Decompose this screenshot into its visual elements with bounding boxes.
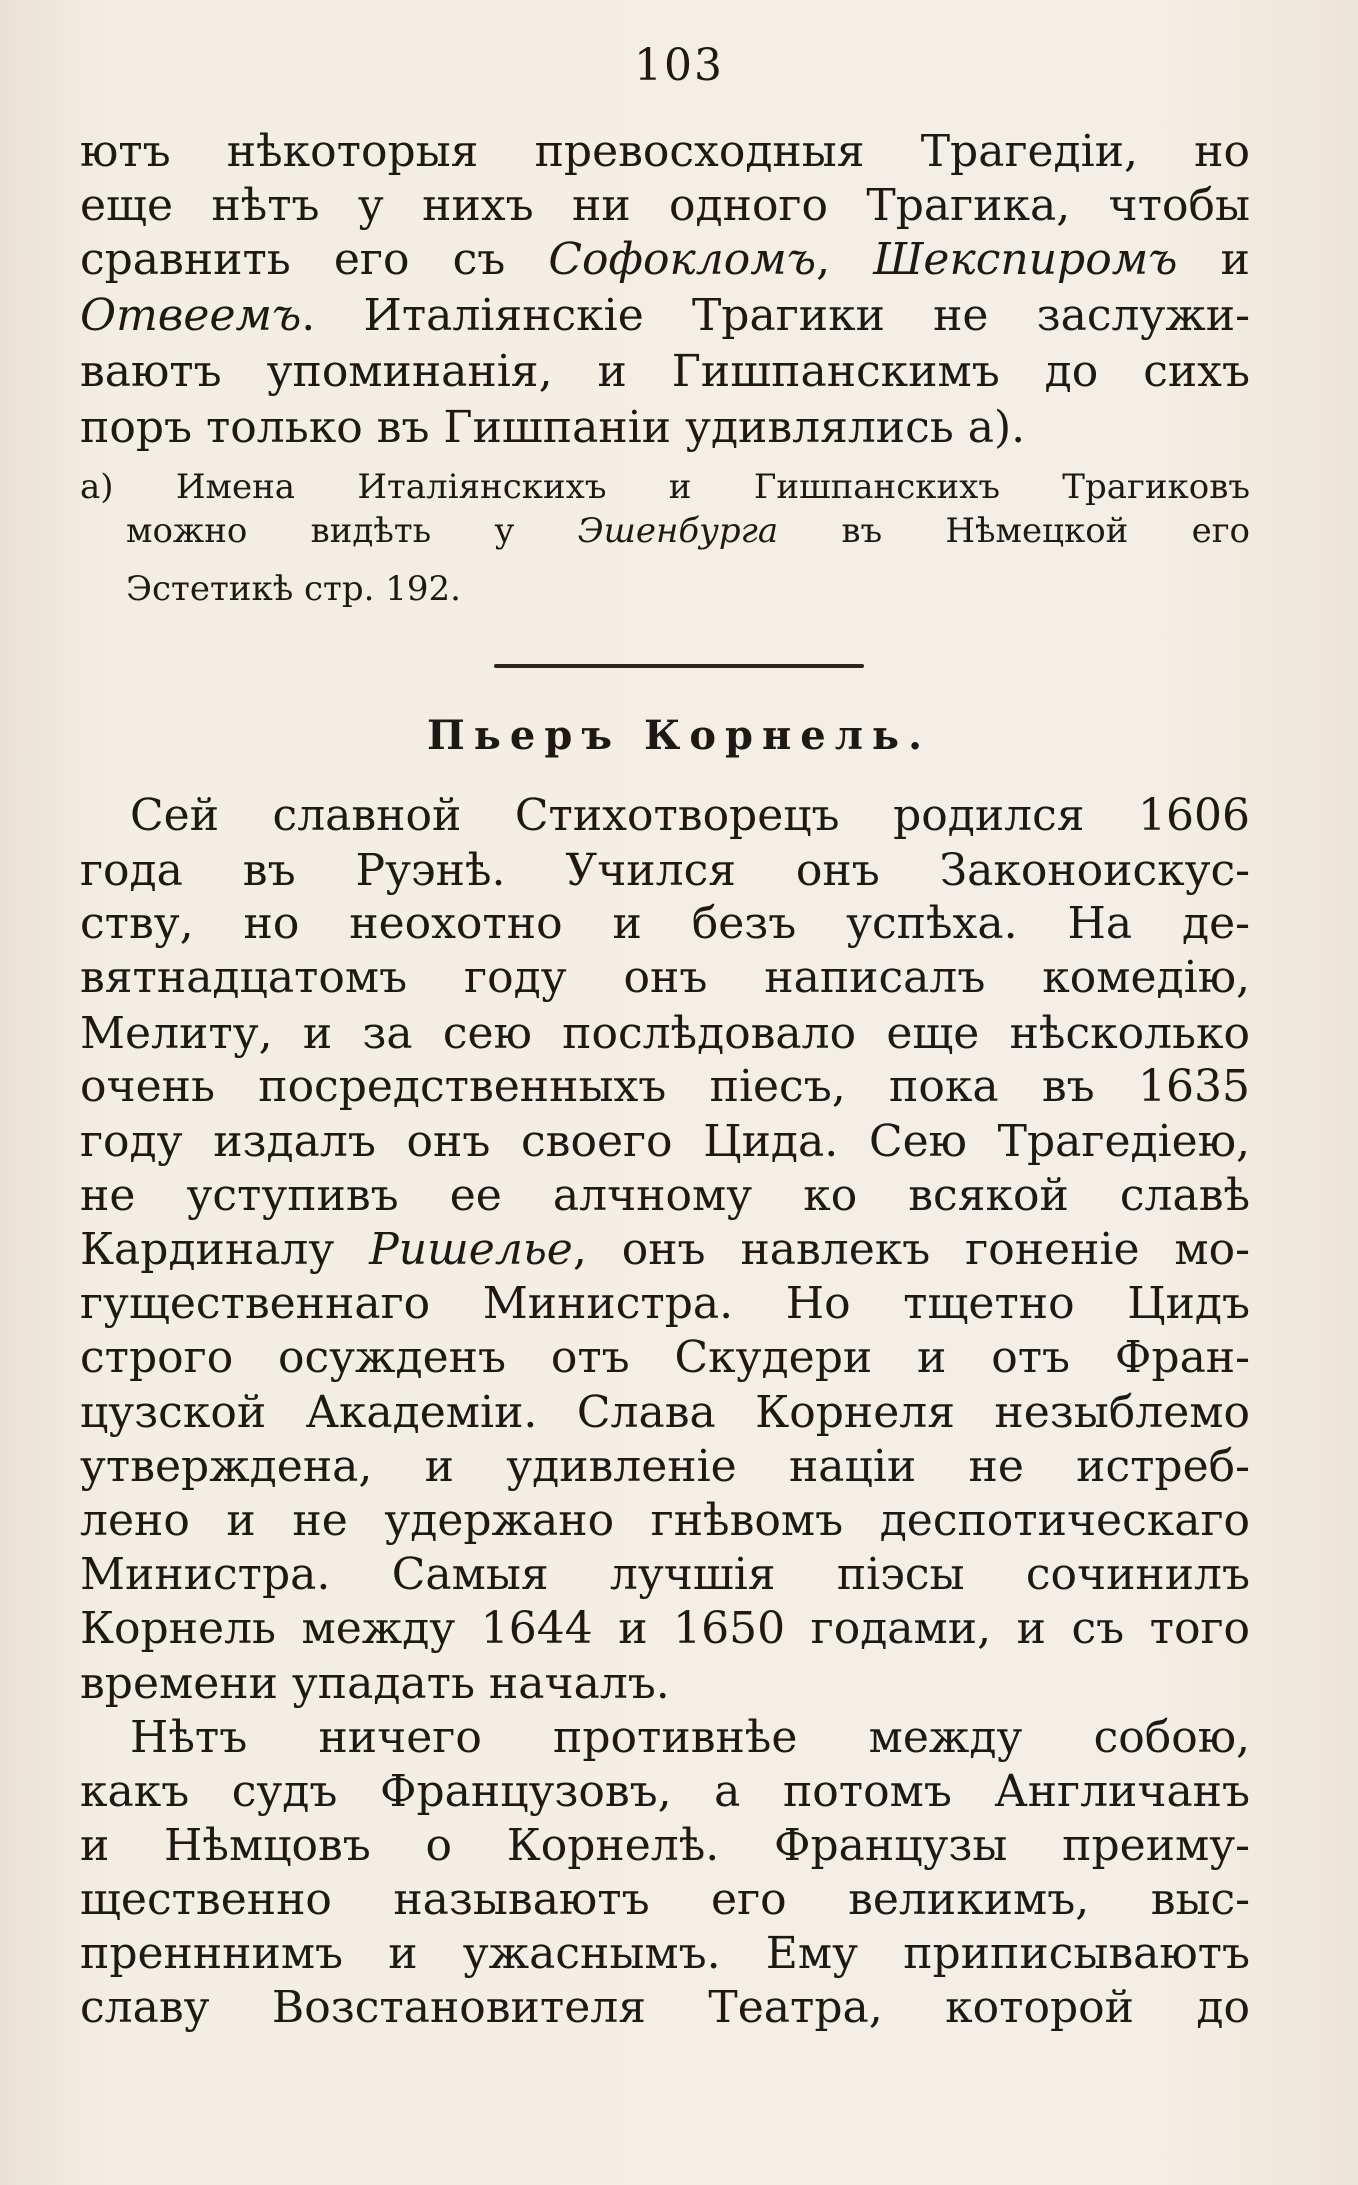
page-number: 103 <box>634 40 724 91</box>
text-line: лено и не удержано гнѣвомъ деспотическаго <box>80 1495 1250 1546</box>
text-line: времени упадать началъ. <box>80 1658 670 1709</box>
text-line: строго осужденъ отъ Скудери и отъ Фран- <box>80 1332 1250 1383</box>
text-line: году издалъ онъ своего Цида. Сею Трагедіею, <box>80 1116 1250 1167</box>
footnote-line: Эстетикѣ стр. 192. <box>126 569 461 609</box>
text-line: ютъ нѣкоторыя превосходныя Трагедіи, но <box>80 126 1250 177</box>
text-line: ваютъ упоминанія, и Гишпанскимъ до сихъ <box>80 346 1250 397</box>
text-line: очень посредственныхъ піесъ, пока въ 1635 <box>80 1061 1250 1112</box>
text-line <box>80 234 1250 286</box>
text-run: сравнить его съ <box>80 234 549 285</box>
text-line: вятнадцатомъ году онъ написалъ комедію, <box>80 952 1250 1003</box>
italic-name: Эшенбурга <box>577 511 779 551</box>
text-run: въ Нѣмецкой его <box>778 511 1250 551</box>
text-line: утверждена, и удивленіе націи не истреб- <box>80 1441 1250 1492</box>
text-run: и <box>1177 234 1250 285</box>
italic-name: Отвеемъ <box>80 290 302 341</box>
text-line: года въ Руэнѣ. Учился онъ Законоискус- <box>80 845 1250 896</box>
italic-name: Ришелье <box>369 1224 573 1275</box>
text-line: не уступивъ ее алчному ко всякой славѣ <box>80 1170 1250 1221</box>
text-run: , <box>816 234 874 285</box>
text-line: какъ судъ Французовъ, а потомъ Англичанъ <box>80 1766 1250 1817</box>
text-line: Министра. Самыя лучшія піэсы сочинилъ <box>80 1549 1250 1600</box>
text-line: Мелиту, и за сею послѣдовало еще нѣсколько <box>80 1008 1250 1059</box>
text-line: и Нѣмцовъ о Корнелѣ. Французы преиму- <box>80 1820 1250 1871</box>
section-title: Пьеръ Корнель. <box>427 712 931 759</box>
footnote-line: а) Имена Италіянскихъ и Гишпанскихъ Трагиковъ <box>80 467 1250 507</box>
text-line: ству, но неохотно и безъ успѣха. На де- <box>80 898 1250 949</box>
italic-name: Софокломъ <box>548 234 817 285</box>
text-line: поръ только въ Гишпаніи удивлялись а). <box>80 402 1026 453</box>
text-line: Корнель между 1644 и 1650 годами, и съ того <box>80 1603 1250 1654</box>
text-line: славу Возстановителя Театра, которой до <box>80 1982 1250 2033</box>
italic-name: Шекспиромъ <box>873 234 1178 285</box>
text-line: Сей славной Стихотворецъ родился 1606 <box>130 790 1250 841</box>
text-line: щественно называютъ его великимъ, выс- <box>80 1874 1250 1925</box>
text-line: еще нѣтъ у нихъ ни одного Трагика, чтобы <box>80 180 1250 231</box>
text-line <box>80 290 1250 342</box>
footnote-line <box>126 510 1250 552</box>
text-run: можно видѣть у <box>126 511 578 551</box>
section-divider <box>494 664 864 668</box>
text-run: . Италіянскіе Трагики не заслужи- <box>301 290 1250 341</box>
text-run: , онъ навлекъ гоненіе мо- <box>572 1224 1250 1275</box>
text-line: цузской Академіи. Слава Корнеля незыблемо <box>80 1387 1250 1438</box>
text-line: пренннимъ и ужаснымъ. Ему приписываютъ <box>80 1928 1250 1979</box>
text-line: Нѣтъ ничего противнѣе между собою, <box>130 1712 1250 1763</box>
text-run: Кардиналу <box>80 1224 370 1275</box>
text-line: гущественнаго Министра. Но тщетно Цидъ <box>80 1278 1250 1329</box>
text-line <box>80 1224 1250 1276</box>
